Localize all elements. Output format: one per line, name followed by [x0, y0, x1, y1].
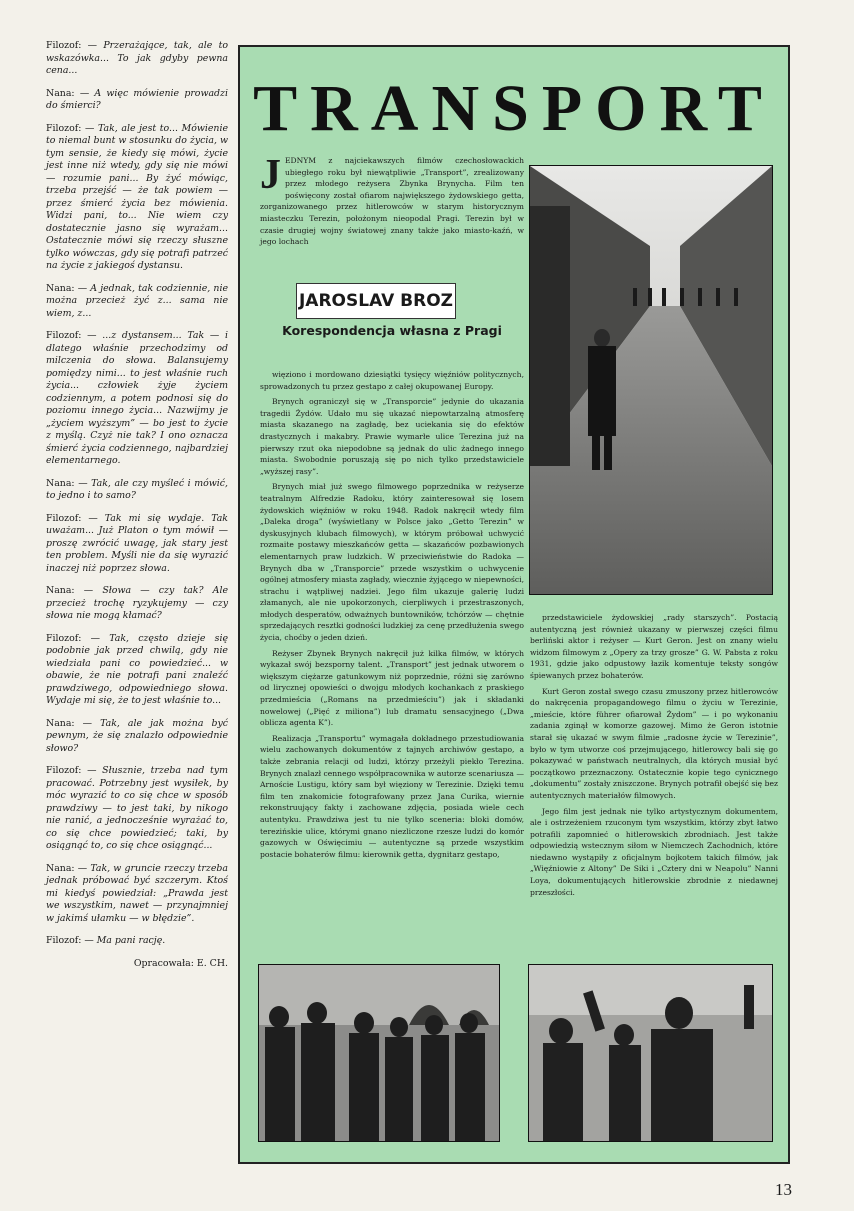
speaker-name: Filozof: — [46, 632, 82, 644]
dialogue-line — [46, 718, 228, 756]
speaker-name: Filozof: — [46, 512, 82, 524]
dialogue-text: — Tak mi się wydaje. Tak uważam... Już Platon o tym mówił — proszę zwrócić uwagę, jak stary jest ten problem. Myśli nie da się wyrazić inaczej niż poprzez słowa. — [46, 512, 228, 574]
dialogue-line — [46, 330, 228, 468]
dialogue-line — [46, 283, 228, 321]
dialogue-text: — A więc mówienie prowadzi do śmierci? — [46, 87, 228, 111]
dialogue-line — [46, 633, 228, 708]
dialogue-text: — Ma pani rację. — [84, 935, 166, 946]
soldiers-photo — [258, 964, 500, 1142]
article-paragraph: Brynych miał już swego filmowego poprzednika w reżyserze teatralnym Alfredzie Radoku, który zainteresował się losem żydowskich więźniów w roku 1948. Radok nakręcił wtedy film „Daleka droga” (wyświetlany w Polsce jako „Getto Terezin” w dyskusyjnych klubach filmowych), w którym próbował uchwycić rozmaite postawy mieszkańców getta — skazańców pozbawionych elementarnych praw ludzkich. W przeciwieństwie do Radoka — Brynych dba w „Transporcie” przede wszystkim o uchwycenie ogólnej atmosfery miasta zagłady, wiecznie żyjącego w niepewności, strachu i wątpliwej nadziei. Jego film ukazuje galerię ludzi złamanych, ale nie upokorzonych, cierpliwych i przestraszonych, młodych desperatów, odważnych buntowników, tchórzów — chętnie sprzedających resztki godności ludzkiej za cenę przedłużenia swego życia, choćby o jeden dzień. — [260, 482, 524, 643]
article-paragraph: Reżyser Zbynek Brynych nakręcił już kilka filmów, w których wykazał swój bezsporny talent. „Transport” jest jednak utworem o większym ciężarze gatunkowym niż poprzednie, różni się zarówno od lirycznej opowieści o dwojgu młodych kochankach z praskiego przedmieścia („Romans na przedmieściu”) jak i składanki nowelowej („Pięć z miliona”) lub dramatu sensacyjnego („Dwa oblicza agenta K”). — [260, 648, 524, 728]
article-paragraph: Realizacja „Transportu” wymagała dokładnego przestudiowania wielu zachowanych dokumentów z tajnych archiwów gestapo, a także zebrania relacji od ludzi, którzy przeżyli piekło Terezina. Brynych znalazł cennego współpracownika w autorze scenariusza — Arnoście Lustigu, który sam był więziony w Terezinie. Dzięki temu film ten znakomicie fotografowany przez Jana Curika, wiernie rekonstruujący fakty i zachowane zdjęcia, posiada wiele cech autentyku. Prawdziwa jest tu nie tylko sceneria: bloki domów, terezińskie ulice, którymi gnano niezliczone rzesze ludzi do komór gazowych w Oświęcimiu — autentyczne są przede wszystkim postacie bohaterów filmu: kierownik getta, dygnitarz gestapo, — [260, 733, 524, 859]
speaker-name: Nana: — [46, 282, 75, 294]
dialogue-text: — Słusznie, trzeba nad tym pracować. Potrzebny jest wysiłek, by móc wyrazić to co się chce w sposób prawdziwy — to jest taki, by nikogo nie ranić, a jednocześnie wyrażać to, co się chce powiedzieć; taki, by osiągnąć to, co się chce osiągnąć... — [46, 765, 228, 851]
article-intro — [260, 152, 524, 248]
speaker-name: Filozof: — [46, 122, 82, 134]
uprising-photo — [528, 964, 773, 1142]
dialogue-line — [46, 88, 228, 113]
speaker-name: Nana: — [46, 862, 75, 874]
dialogue-text: — Przerażające, tak, ale to wskazówka... To jak gdyby pewna cena... — [46, 40, 228, 76]
article-column-2 — [530, 612, 778, 902]
article-paragraph: Jego film jest jednak nie tylko artystycznym dokumentem, ale i ostrzeżeniem rzuconym tym wszystkim, którzy zbyt łatwo potrafili zapomnieć o hitlerowskich zbrodniach. Jest także odpowiedzią wstecznym siłom w Niemczech Zachodnich, które niedawno wystąpiły z oficjalnym bojkotem takich filmów, jak „Więźniowie z Altony” De Siki i „Cztery dni w Neapolu” Nanni Loya, dokumentujących hitlerowskie zbrodnie z niedawnej przeszłości. — [530, 806, 778, 897]
article-paragraph: więziono i mordowano dziesiątki tysięcy więźniów politycznych, sprowadzonych tu przez gestapo z całej okupowanej Europy. — [260, 370, 524, 391]
dialogue-line — [46, 585, 228, 623]
dialogue-text: — Tak, ale czy myśleć i mówić, to jedno i to samo? — [46, 477, 229, 501]
dialogue-column — [46, 40, 228, 970]
article-subhead: Korespondencja własna z Pragi — [282, 323, 502, 338]
dialogue-line — [46, 123, 228, 273]
dialogue-line — [46, 863, 228, 926]
speaker-name: Nana: — [46, 717, 75, 729]
article-panel — [238, 45, 790, 1164]
speaker-name: Filozof: — [46, 40, 82, 51]
article-column-1 — [260, 369, 524, 864]
street-photo — [529, 165, 773, 595]
speaker-name: Nana: — [46, 87, 75, 99]
dialogue-text: — Tak, w gruncie rzeczy trzeba jednak próbować być szczerym. Ktoś mi kiedyś powiedział: „Prawda jest we wszystkim, nawet — przynajmniej w jakimś ułamku — w błędzie”. — [46, 862, 228, 924]
dialogue-text: — Słowa — czy tak? Ale przecież trochę ryzykujemy — czy słowa nie mogą kłamać? — [46, 585, 228, 621]
dialogue-line — [46, 513, 228, 576]
article-paragraph: przedstawiciele żydowskiej „rady starszych”. Postacią autentyczną jest również ukazany w pierwszej części filmu berliński aktor i reżyser — Kurt Geron. Jest on znany wielu widzom filmowym z „Opery za trzy grosze” G. W. Pabsta z roku 1931, gdzie jako odpustowy łazik komentuje teksty songów śpiewanych przez bohaterów. — [530, 613, 778, 680]
author-name: JAROSLAV BROZ — [296, 283, 456, 319]
speaker-name: Filozof: — [46, 935, 82, 946]
intro-text: EDNYM z najciekawszych filmów czechosłowackich ubiegłego roku był niewątpliwie „Transport”, zrealizowany przez młodego reżysera Zbynka Brynycha. Film ten poświęcony został ofiarom największego żydowskiego getta, zorganizowanego przez hitlerowców w starym historycznym miasteczku Terezin, położonym nieopodal Pragi. Terezin był w czasie drugiej wojny światowej znany także jako miasto-kaźń, w jego lochach — [260, 156, 524, 247]
dialogue-line — [46, 478, 228, 503]
drop-cap: J — [260, 152, 281, 198]
speaker-name: Filozof: — [46, 330, 82, 341]
dialogue-text: — Tak, ale jak można być pewnym, że się znalazło odpowiednie słowo? — [46, 717, 229, 754]
article-paragraph: Brynych ograniczył się w „Transporcie” jedynie do ukazania tragedii Żydów. Udało mu się ukazać niepowtarzalną atmosferę miasta skazanego na zagładę, bez uciekania się do efektów drastycznych i makabry. Prawie wymarłe ulice Terezina już na pierwszy rzut oka niepodobne są jednak do ulic żadnego innego miasta. Swobodnie poruszają się po nich tylko przedstawiciele „wyższej rasy”. — [260, 397, 524, 476]
page-number: 13 — [775, 1180, 792, 1199]
dialogue-line — [46, 40, 228, 78]
dialogue-line — [46, 935, 228, 948]
dialogue-line — [46, 765, 228, 853]
dialogue-text: — ...z dystansem... Tak — i dlatego właśnie przechodzimy od milczenia do słowa. Balansujemy pomiędzy nimi... to jest właśnie ruch życia... człowiek żyje życiem codziennym, a potem podnosi się do poziomu innego życia... Nazwijmy je „życiem wyższym” — bo jest to życie z myślą. Czyż nie tak? I ono oznacza śmierć życia codziennego, najbardziej elementarnego. — [46, 330, 229, 466]
dialogue-text: — Tak, ale jest to... Mówienie to niemal bunt w stosunku do życia, w tym sensie, że kiedy się mówi, życie jest inne niż wtedy, gdy się nie mówi — rozumie pani... By żyć mówiąc, trzeba przejść — że tak powiem — przez śmierć życia bez mówienia. Widzi pani, to... Nie wiem czy dostatecznie jasno się wyrażam... Ostatecznie mówi się rzeczy słuszne tylko wówczas, gdy się potrafi patrzeć na życie z jakiegoś dystansu. — [46, 122, 228, 271]
dialogue-text: — Tak, często dzieje się podobnie jak przed chwilą, gdy nie wiedziała pani co powiedzieć... w obawie, że nie potrafi pani znaleźć prawdziwego, odpowiedniego słowa. Wydaje mi się, że to jest właśnie to... — [46, 632, 228, 706]
speaker-name: Nana: — [46, 585, 75, 596]
article-headline: TRANSPORT — [253, 72, 775, 145]
speaker-name: Filozof: — [46, 765, 82, 776]
dialogue-text: — A jednak, tak codziennie, nie można przecież żyć z... sama nie wiem, z... — [46, 282, 228, 319]
credit-line: Opracowała: E. CH. — [133, 957, 228, 969]
article-paragraph: Kurt Geron został swego czasu zmuszony przez hitlerowców do nakręcenia propagandowego filmu o życiu w Terezinie, „mieście, które führer ofiarował Żydom” — i po wykonaniu zadania zginął w komorze gazowej. Mimo że Geron istotnie starał się ukazać w swym filmie „radosne życie w Terezinie”, było w tym utworze coś przejmującego, hitlerowcy bali się go pokazywać w państwach neutralnych, dla których musiał być początkowo przeznaczony. Ostatecznie kopie tego cynicznego „dokumentu” zostały zniszczone. Brynych potrafił obejść się bez autentycznych materiałów filmowych. — [530, 686, 778, 800]
speaker-name: Nana: — [46, 477, 75, 489]
